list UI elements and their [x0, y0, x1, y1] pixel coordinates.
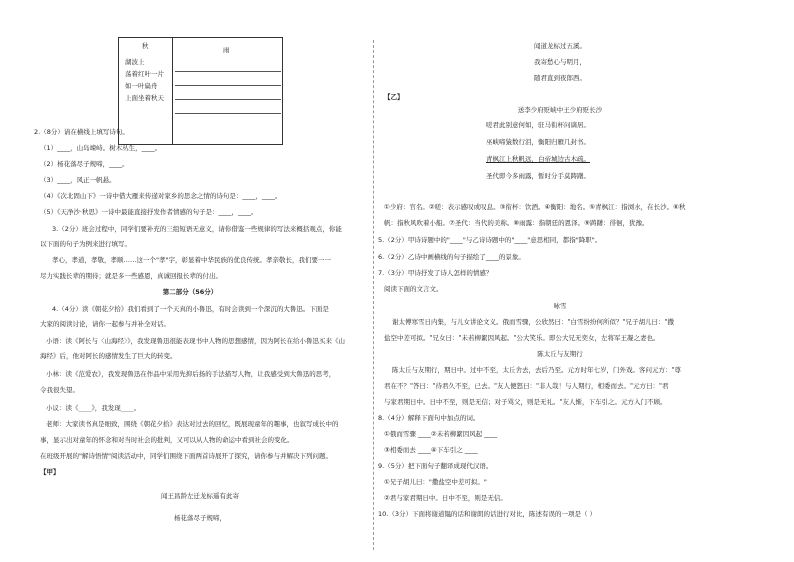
essay-text: 谢太傅寒雪日内集，与儿女讲论文义。俄而雪骤，公欣然曰："白雪纷纷何所似？"兄子胡儿曰："撒 — [392, 318, 674, 326]
poem-1-line: 我寄愁心与明月， — [534, 58, 586, 66]
table-right-title: 雨 — [223, 46, 230, 54]
question-8: 8.（4分）解释下面句中加点的词。 — [378, 414, 480, 422]
question-3-c: 孝心，孝道，孝敬，孝顺……这一个"孝"字，彰显着中华民族的优良传统。孝亲敬长，我们要一一 — [52, 256, 331, 264]
part-2-heading: 第二部分（56分） — [162, 288, 218, 296]
question-2-1: （1）____，山岛竦峙。树木丛生，____。 — [40, 144, 162, 152]
question-5: 5.（2分）甲诗诗题中的"____"与乙诗诗题中的"____"意思相同，都指"降职"。 — [378, 236, 602, 244]
essay-title-chen: 陈太丘与友期行 — [537, 350, 583, 358]
question-2-3: （3）____，风正一帆悬。 — [40, 176, 116, 184]
answer-line[interactable] — [175, 113, 281, 114]
question-2-4: （4）《次北固山下》一诗中借大雁来传递对家乡的思念之情的诗句是：____，____。 — [40, 192, 282, 200]
poem-2-line: 巫峡啼猿数行泪，衡阳归雁几封书。 — [486, 138, 590, 146]
question-9: 9.（5分）把下面句子翻译成现代汉语。 — [378, 462, 493, 470]
dialogue-xiaoyu: 小语：读《阿长与〈山海经〉》，我发现鲁迅很能表现书中人物的思想感情，因为阿长在给小鲁迅买来《山 — [46, 337, 345, 345]
poem-1-line: 杨花落尽子规啼， — [174, 514, 226, 522]
table-left-title: 秋 — [142, 42, 149, 50]
question-8-1: ①俄而雪骤 ____②未若柳絮因风起 ____ — [384, 430, 498, 438]
answer-line[interactable] — [175, 99, 281, 100]
poem-2-title: 送李少府贬峡中王少府贬长沙 — [517, 106, 603, 114]
answer-line[interactable] — [175, 71, 281, 72]
poem-1-line: 闻道龙标过五溪。 — [534, 42, 586, 50]
question-2: 2.（8分）请在横线上填写诗句。 — [34, 128, 129, 136]
dialogue-xiaoyi: 小议：读《____》，我发现____。 — [46, 404, 141, 412]
poem-2-line: 圣代即今多雨露，暂时分手莫踌躇。 — [486, 172, 590, 180]
activity-intro: 在班级开展的"解诗悟情"阅读活动中，同学们围绕下面两首诗展开了探究，请你参与并解决下列问题。 — [40, 452, 332, 460]
essay-text: 与家君期日中。日中不至，则是无信；对子骂父，则是无礼。"友人惭，下车引之。元方入门不顾。 — [384, 398, 667, 406]
question-4: 4.（4分）读《朝花夕拾》我们看到了一个天真的小鲁迅，有时会读到一个深沉的大鲁迅。下面是 — [52, 305, 329, 313]
answer-line[interactable] — [175, 85, 281, 86]
poem-notes: ①少府：官名。②嗟：表示感叹或叹息。③衔杯：饮酒。④衡阳：地名。⑤青枫江：指浏水，在长沙。⑥秋 — [384, 203, 686, 211]
essay-text: 君在不？"答曰："待君久不至，已去。"友人便怒曰："非人哉！与人期行，相委而去。"元方曰："君 — [384, 382, 669, 390]
question-9-2: ②君与家君期日中。日中不至，则是无信。 — [384, 494, 507, 502]
question-6: 6.（2分）乙诗中画横线的句子描绘了____的景象。 — [378, 253, 525, 261]
table-divider — [172, 38, 173, 144]
question-3-d: 尽力实践长辈的期待；就是多一些感恩，真诚回报长辈的付出。 — [40, 272, 222, 280]
question-7: 7.（3分）甲诗抒发了诗人怎样的情感？ — [378, 269, 493, 277]
table-left-line: 荡着红叶一片 — [125, 70, 164, 78]
poem-2-line: 嗟君此别意何如，驻马衔杯问谪居。 — [486, 121, 590, 129]
poem-table — [118, 37, 283, 145]
dialogue-xiaolin: 小林：读《范爱农》，我发现鲁迅在作品中采用先抑后扬的手法描写人物，让我感受到大鲁迅的思考， — [46, 370, 336, 378]
question-10: 10.（3分）下面将谢道韫的话和谢朗的话进行对比，陈述有误的一项是（ ） — [378, 510, 597, 518]
question-9-1: ①兄子胡儿曰："撒盐空中差可拟。" — [384, 478, 487, 486]
question-8-2: ③相委而去 ____④下车引之 ____ — [384, 446, 478, 454]
question-3: 3.（2分）班会过程中，同学们要补充的三组短语无意义，请你借鉴一些规律的写法来概括观点，你能 — [52, 225, 342, 233]
table-left-line: 如一叶扁舟 — [125, 82, 158, 90]
table-left-line: 上面坐着秋天 — [125, 94, 164, 102]
section-yi: 【乙】 — [384, 93, 404, 101]
poem-2-line-underlined: 青枫江上秋帆远，白帝城边古木疏。 — [486, 155, 590, 163]
question-3-b: 以下面的句子为例来进行填写。 — [40, 240, 131, 248]
dialogue-teacher-b: 事，显示出对童年的怀念和对当时社会的批判，又可以从人物的命运中看到社会的变化。 — [40, 436, 294, 444]
column-divider — [373, 40, 374, 550]
poem-notes-b: 帆：指秋风吹着小船。⑦圣代：当代的美称。⑧雨露：指朝廷的恩泽。⑨踌躇：徘徊，犹豫。 — [384, 219, 649, 227]
essay-title-yongxue: 咏雪 — [553, 302, 567, 310]
essay-text: 陈太丘与友期行，期日中。过中不至，太丘舍去，去后乃至。元方时年七岁，门外戏。客问元方："尊 — [392, 366, 681, 374]
poem-1-title: 闻王昌龄左迁龙标遥有此寄 — [161, 492, 239, 500]
question-2-2: （2）杨花落尽子规啼，____。 — [40, 160, 129, 168]
essay-text: 盐空中差可拟。"兄女曰："未若柳絮因风起。"公大笑乐。即公大兄无奕女，左将军王凝之妻也。 — [384, 334, 660, 342]
dialogue-teacher: 老师：大家读书真是细致，围绕《朝花夕拾》表达对过去的回忆，既展现童年的趣事，也叙写成长中的 — [46, 420, 339, 428]
poem-1-line: 随君直到夜郎西。 — [534, 74, 586, 82]
section-jia: 【甲】 — [40, 468, 60, 476]
reading-intro: 阅读下面的文言文。 — [384, 285, 443, 293]
dialogue-xiaolin-b: 令我很失望。 — [40, 386, 79, 394]
question-2-5: （5）《天净沙·秋思》一诗中最能直接抒发作者情感的句子是：____，____。 — [40, 208, 258, 216]
question-4-b: 大家的阅读讨论，请你一起参与并补全对话。 — [40, 320, 170, 328]
table-left-line: 湖波上 — [125, 58, 145, 66]
dialogue-xiaoyu-b: 海经》后，他对阿长的感情发生了巨大的转变。 — [40, 352, 177, 360]
